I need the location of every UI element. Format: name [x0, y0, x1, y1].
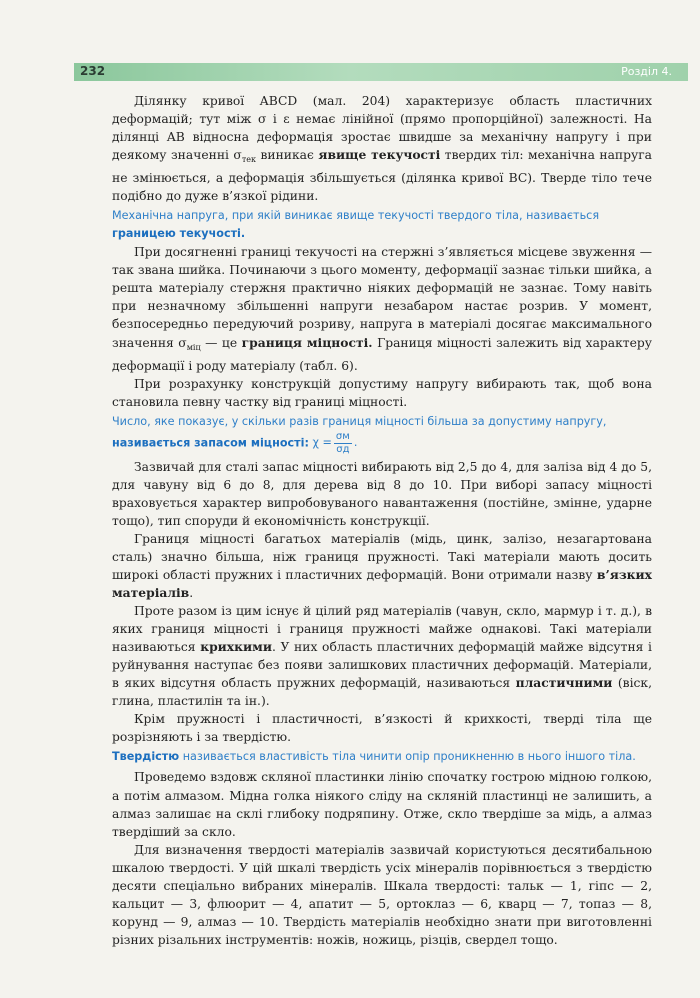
formula-fraction: $\frac{\sigma м}{\sigma д}$ [335, 430, 350, 455]
definition-yield-strength: Механічна напруга, при якій виникає явище текучості твердого тіла, називається границею текучості. [112, 209, 600, 241]
paragraph-brittle-materials: Проте разом із цим існує й цілий ряд матеріалів (чавун, скло, мармур і т. д.), в яких границя міцності і границя пружності майже однакові. Такі матеріали називаються крихкими. У них область пластичних деформацій майже відсутня і руйнування наступає без появи залишкових пластичних деформацій. Матеріали, в яких відсутня область пружних деформацій, називаються пластичними (віск, глина, пластилін та ін.). [112, 604, 652, 709]
term-brittle: крихкими [200, 639, 272, 655]
definition-safety-factor: Число, яке показує, у скільки разів границя міцності більша за допустиму напругу, називається запасом міцності: χ = $\frac{\sigma м}{\sigma д}$ . [112, 414, 607, 455]
paragraph-ductile-materials: Границя міцності багатьох матеріалів (мідь, цинк, залізо, незагартована сталь) значно більша, ніж границя пружності. Такі матеріали мають досить широкі області пружних і пластичних деформацій. Вони отримали назву в’язких матеріалів. [112, 531, 652, 601]
term-plastic: пластичними [515, 675, 613, 691]
paragraph-hardness-intro: Крім пружності і пластичності, в’язкості й крихкості, тверді тіла ще розрізняють і за твердістю. [112, 712, 652, 745]
definition-hardness: Твердістю називається властивість тіла чинити опір проникненню в нього іншого тіла. [112, 750, 636, 764]
header-bar [74, 63, 688, 81]
term-yield-phenomenon: явище текучості [318, 147, 441, 163]
safety-factor-formula: χ = $\frac{\sigma м}{\sigma д}$ . [312, 430, 358, 455]
term-ultimate-strength: границя міцності. [241, 334, 373, 350]
paragraph-necking: При досягненні границі текучості на стержні з’являється місцеве звуження — так звана шийка. Починаючи з цього моменту, деформації зазнає тільки шийка, а решта матеріалу стержня практично ніяких деформацій не зазнає. Тому навіть при незначному збільшенні напруги незабаром настає розрив. У момент, безпосередньо передуючий розриву, напруга в матеріалі досягає максимального значення $\sigma_{міц}$ — це границя міцності. Границя міцності залежить від характеру деформації і роду матеріалу (табл. 6). [112, 245, 652, 373]
paragraph-scratch-test: Проведемо вздовж скляної пластинки лінію спочатку гострою мідною голкою, а потім алмазом. Мідна голка ніякого сліду на скляній пластинці не залишить, а алмаз залишає на склі глибоку подряпину. Отже, скло твердіше за мідь, а алмаз твердіший за скло. [112, 770, 652, 839]
page-content [112, 92, 652, 949]
term-ductile: в’язких матеріалів [112, 566, 652, 601]
paragraph-plastic-deformation: Ділянку кривої ABCD (мал. 204) характеризує область пластичних деформацій; тут між σ і ε немає лінійної (прямо пропорційної) залежності. На ділянці AB відносна деформація зростає швидше за механічну напругу і при деякому значенні $\sigma_{тек}$ виникає явище текучості твердих тіл: механічна напруга не змінюється, а деформація збільшується (ділянка кривої BC). Тверде тіло тече подібно до дуже в’язкої рідини. [112, 94, 653, 204]
paragraph-allowable-stress: При розрахунку конструкцій допустиму напругу вибирають так, щоб вона становила певну частку від границі міцності. [112, 376, 652, 409]
paragraph-safety-values: Зазвичай для сталі запас міцності вибирають від 2,5 до 4, для заліза від 4 до 5, для чавуну від 6 до 8, для дерева від 8 до 10. При виборі запасу міцності враховується характер випробовуваного навантаження (постійне, змінне, ударне тощо), тип споруди й економічність конструкції. [112, 459, 652, 528]
page-number: 232 [80, 64, 106, 78]
section-label: Розділ 4. [621, 65, 672, 78]
paragraph-hardness-scale: Для визначення твердості матеріалів зазвичай користуються десятибальною шкалою твердості. У цій шкалі твердість усіх мінералів порівнюється з твердістю десяти спеціально вибраних мінералів. Шкала твердості: тальк — 1, гіпс — 2, кальцит — 3, флюорит — 4, апатит — 5, ортоклаз — 6, кварц — 7, топаз — 8, корунд — 9, алмаз — 10. Твердість матеріалів необхідно знати при виготовленні різних різальних інструментів: ножів, ножиць, різців, свердел тощо. [112, 842, 652, 947]
